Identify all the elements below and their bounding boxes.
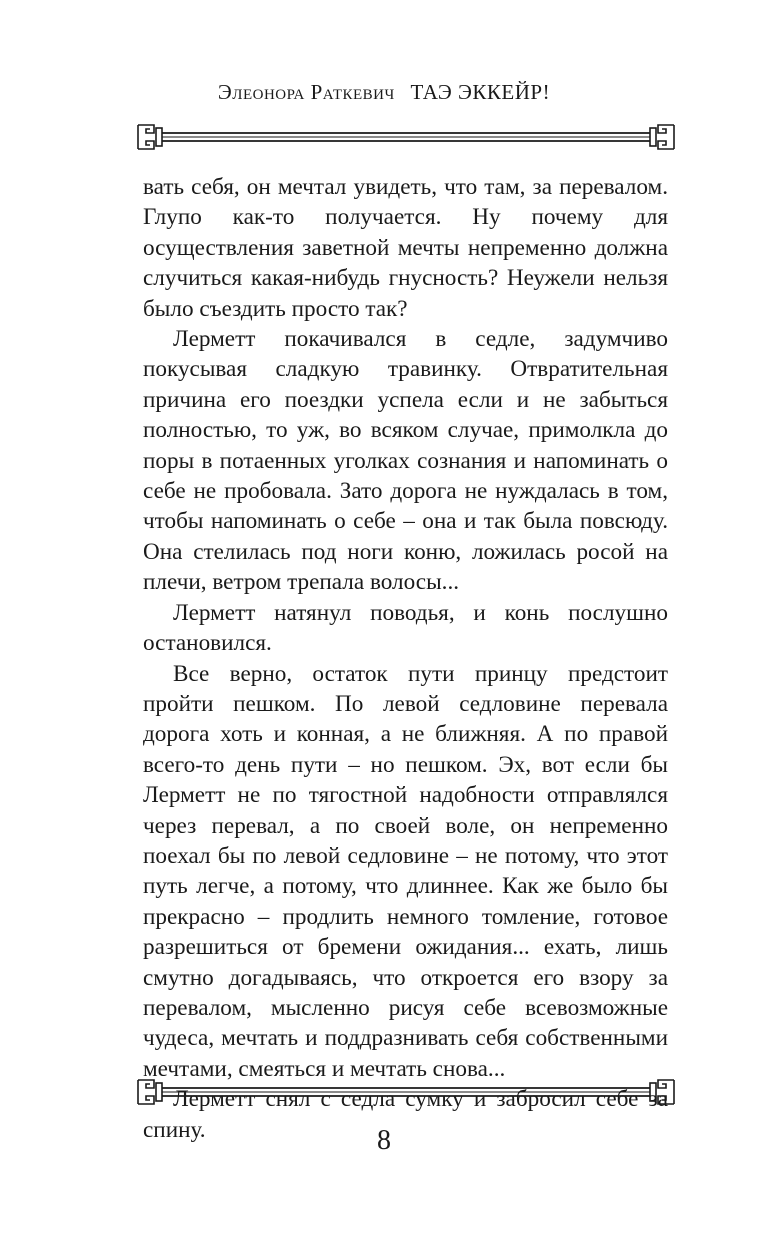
author-name: Элеонора Раткевич <box>217 80 395 104</box>
book-title: ТАЭ ЭККЕЙР! <box>410 80 551 104</box>
running-header <box>0 80 768 105</box>
bottom-ornament-rule <box>135 1077 677 1107</box>
top-ornament-rule <box>135 122 677 152</box>
paragraph: Все верно, остаток пути принцу предстоит пройти пешком. По левой седловине перевала дорога хоть и конная, а не ближняя. А по правой всего-то день пути – но пешком. Эх, вот если бы Лерметт не по тягостной надобности отправлялся через перевал, а по своей воле, он непременно поехал бы по левой седловине – не потому, что этот путь легче, а потому, что длиннее. Как же было бы прекрасно – продлить немного томление, готовое разрешиться от бремени ожидания... ехать, лишь смутно догадываясь, что откроется его взору за перевалом, мысленно рисуя себе всевозможные чудеса, мечтать и поддразнивать себя собственными мечтами, смеяться и мечтать снова... <box>143 660 668 1082</box>
paragraph: Лерметт натянул поводья, и конь послушно остановился. <box>143 599 668 657</box>
page-number: 8 <box>377 1125 391 1156</box>
paragraph: Лерметт покачивался в седле, задумчиво покусывая сладкую травинку. Отвратительная причина его поездки успела если и не забыться полностью, то уж, во всяком случае, примолкла до поры в потаенных уголках сознания и напоминать о себе не пробовала. Зато дорога не нуждалась в том, чтобы напоминать о себе – она и так была повсюду. Она стелилась под ноги коню, ложилась росой на плечи, ветром трепала волосы... <box>143 326 668 596</box>
paragraph: Лерметт снял с седла сумку и забросил себе за спину. <box>143 1086 668 1143</box>
paragraph: вать себя, он мечтал увидеть, что там, за перевалом. Глупо как-то получается. Ну почему для осуществления заветной мечты непременно должна случиться какая-нибудь гнусность? Неужели нельзя было съездить просто так? <box>143 174 668 322</box>
body-text <box>143 172 668 1145</box>
